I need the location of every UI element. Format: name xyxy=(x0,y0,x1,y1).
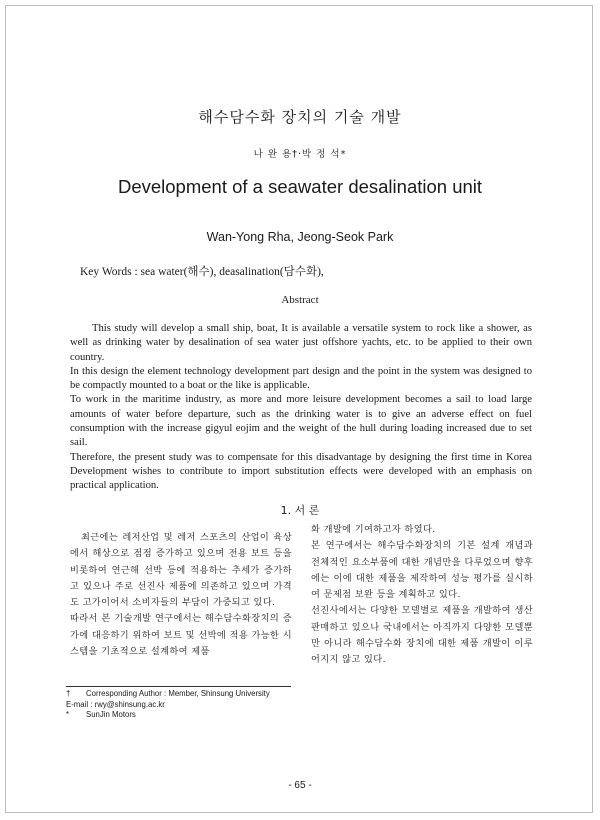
corresponding-author-text: Corresponding Author : Member, Shinsung University xyxy=(86,689,270,698)
body-column-right xyxy=(311,522,533,669)
body-paragraph: 본 연구에서는 해수담수화장치의 기본 설계 개념과 전체적인 요소부품에 대한 개념만을 다루었으며 향후에는 이에 대한 제품을 제작하여 성능 평가를 실시하여 문제점 보완 등을 계획하고 있다. xyxy=(311,540,533,601)
dagger-mark: † xyxy=(66,689,71,698)
paper-title-korean: 해수담수화 장치의 기술 개발 xyxy=(198,108,402,126)
footnotes xyxy=(66,689,296,721)
body-paragraph: 최근에는 레저산업 및 레저 스포츠의 산업이 육상에서 해상으로 점점 증가하고 있으며 전용 보트 등을 비롯하여 연근해 선박 등에 적용하는 추세가 증가하고 있으나 주로 선진사 제품에 의존하고 있으며 가격도 고가이어서 소비자들의 부담이 가중되고 있다. xyxy=(70,532,292,609)
abstract-paragraph: This study will develop a small ship, boat, It is available a versatile system to rock like a shower, as well as drinking water by desalination of sea water just offshore yachts, etc. to be applied to their own country. xyxy=(70,323,532,363)
section-heading-introduction: 1. 서 론 xyxy=(280,504,320,517)
footnote-affiliation xyxy=(66,710,296,721)
footnote-email: E-mail : rwy@shinsung.ac.kr xyxy=(66,699,165,709)
abstract-paragraph: In this design the element technology development part design and the point in the system was designed to be compactly mounted to a boat or the like is applicable. xyxy=(70,365,532,392)
footnote-corresponding xyxy=(66,689,296,700)
page-number: - 65 - xyxy=(288,780,312,791)
body-paragraph: 화 개발에 기여하고자 하였다. xyxy=(311,524,436,535)
abstract-paragraph: To work in the maritime industry, as more and more leisure development becomes a sail to load large amounts of water before departure, such as the drinking water is to give an adverse effect on fuel consumption with the increase gigyul eojim and the weight of the hull during loading increased due to set sail. xyxy=(70,394,532,449)
star-mark: * xyxy=(66,710,70,719)
authors-english: Wan-Yong Rha, Jeong-Seok Park xyxy=(206,230,394,244)
footnote-divider xyxy=(66,686,291,687)
body-paragraph: 선진사에서는 다양한 모델별로 제품을 개발하여 생산판매하고 있으나 국내에서는 아직까지 다양한 모델뿐만 아니라 해수담수화 장치에 대한 제품 개발이 이루어지지 않고 있다. xyxy=(311,605,533,666)
affiliation-text: SunJin Motors xyxy=(86,710,136,719)
paper-title-english: Development of a seawater desalination unit xyxy=(117,176,483,197)
body-paragraph: 따라서 본 기술개발 연구에서는 해수담수화장치의 증가에 대응하기 위하여 보트 및 선박에 적용 가능한 시스템을 기초적으로 설계하여 제품 xyxy=(70,613,292,658)
keywords: Key Words : sea water(해수), deasalination(담수화), xyxy=(80,266,324,278)
abstract-body xyxy=(70,322,532,494)
authors-korean: 나 완 용†·박 정 석* xyxy=(253,149,347,160)
abstract-heading: Abstract xyxy=(281,294,319,306)
body-column-left xyxy=(70,530,292,660)
abstract-paragraph: Therefore, the present study was to compensate for this disadvantage by designing the first time in Korea Development wishes to contribute to import substitution effects were developed with an emphasis on practical application. xyxy=(70,451,532,492)
